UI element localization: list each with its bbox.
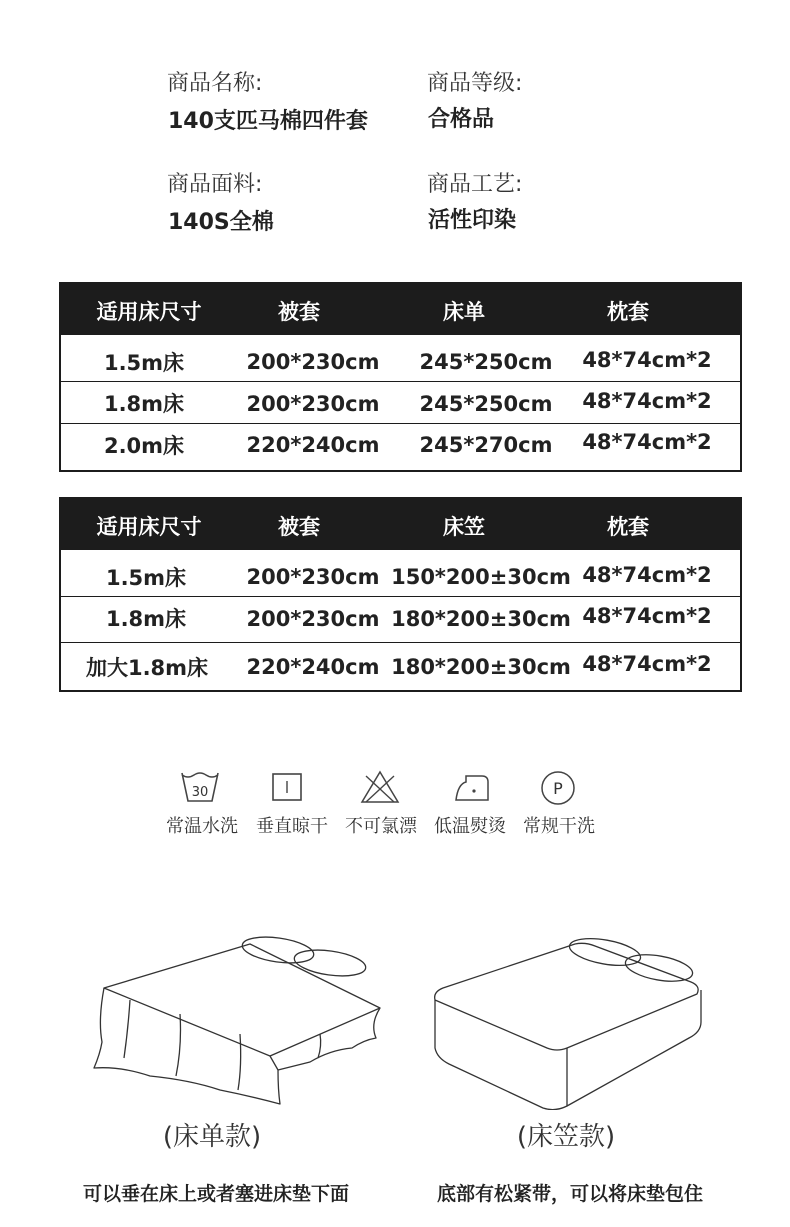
header-sheet: 床单 — [443, 300, 485, 324]
fabric-value: 140S全棉 — [168, 210, 274, 235]
fabric-label: 商品面料: — [167, 172, 263, 197]
care-label-iron: 低温熨烫 — [434, 816, 506, 837]
header-bed-size: 适用床尺寸 — [96, 300, 202, 324]
cell-bed-size: 1.5m床 — [103, 351, 185, 375]
product-grade-label: 商品等级: — [427, 71, 523, 96]
care-label-hang-dry: 垂直晾干 — [256, 816, 328, 837]
cell-duvet: 220*240cm — [246, 433, 380, 457]
table-row — [61, 334, 740, 381]
dry-clean-mark: P — [553, 779, 563, 798]
header-bed-size: 适用床尺寸 — [96, 515, 202, 539]
cell-bed-size: 1.5m床 — [105, 566, 187, 590]
cell-bed-size: 1.8m床 — [105, 607, 187, 631]
flat-sheet-bed-illustration — [90, 930, 390, 1110]
header-duvet: 被套 — [278, 300, 320, 324]
header-pillowcase: 枕套 — [607, 300, 649, 324]
no-bleach-icon — [360, 770, 400, 804]
cell-pillowcase: 48*74cm*2 — [582, 652, 712, 676]
table-row — [61, 381, 740, 423]
cell-bed-size: 加大1.8m床 — [85, 656, 209, 680]
table-row — [61, 596, 740, 642]
cell-duvet: 200*230cm — [246, 565, 380, 589]
cell-sheet: 245*250cm — [419, 392, 553, 416]
cell-duvet: 200*230cm — [246, 350, 380, 374]
cell-sheet: 245*250cm — [419, 350, 553, 374]
header-pillowcase: 枕套 — [607, 515, 649, 539]
product-grade-value: 合格品 — [428, 107, 495, 132]
table-header — [61, 499, 740, 549]
table-row — [61, 642, 740, 690]
fitted-sheet-description: 底部有松紧带，可以将床垫包住 — [436, 1183, 704, 1205]
fitted-sheet-bed-illustration — [425, 930, 715, 1110]
care-label-no-bleach: 不可氯漂 — [345, 816, 417, 837]
craft-label: 商品工艺: — [427, 172, 523, 197]
cell-bed-size: 2.0m床 — [103, 434, 185, 458]
product-name-label: 商品名称: — [167, 71, 263, 96]
cell-fitted-sheet: 180*200±30cm — [391, 655, 571, 679]
dry-clean-icon — [540, 770, 576, 806]
cell-pillowcase: 48*74cm*2 — [582, 389, 712, 413]
fitted-sheet-caption: (床笠款) — [516, 1122, 616, 1152]
flat-sheet-size-table — [59, 282, 742, 472]
table-row — [61, 423, 740, 470]
flat-sheet-description: 可以垂在床上或者塞进床垫下面 — [82, 1183, 350, 1205]
cell-fitted-sheet: 150*200±30cm — [391, 565, 571, 589]
iron-low-icon — [452, 772, 492, 802]
cell-sheet: 245*270cm — [419, 433, 553, 457]
cell-duvet: 220*240cm — [246, 655, 380, 679]
table-header — [61, 284, 740, 334]
wash-tub-icon — [180, 770, 220, 804]
cell-duvet: 200*230cm — [246, 607, 380, 631]
wash-temp-label: 30 — [191, 785, 209, 800]
product-name-value: 140支匹马棉四件套 — [168, 109, 368, 134]
cell-fitted-sheet: 180*200±30cm — [391, 607, 571, 631]
cell-pillowcase: 48*74cm*2 — [582, 563, 712, 587]
cell-duvet: 200*230cm — [246, 392, 380, 416]
craft-value: 活性印染 — [428, 208, 517, 233]
header-fitted-sheet: 床笠 — [443, 515, 485, 539]
cell-pillowcase: 48*74cm*2 — [582, 430, 712, 454]
flat-sheet-caption: (床单款) — [162, 1122, 262, 1152]
table-row — [61, 549, 740, 596]
care-label-dry-clean: 常规干洗 — [523, 816, 595, 837]
fitted-sheet-size-table — [59, 497, 742, 692]
cell-pillowcase: 48*74cm*2 — [582, 604, 712, 628]
care-label-wash: 常温水洗 — [166, 816, 238, 837]
cell-bed-size: 1.8m床 — [103, 392, 185, 416]
header-duvet: 被套 — [278, 515, 320, 539]
cell-pillowcase: 48*74cm*2 — [582, 348, 712, 372]
hang-dry-icon — [271, 772, 303, 802]
